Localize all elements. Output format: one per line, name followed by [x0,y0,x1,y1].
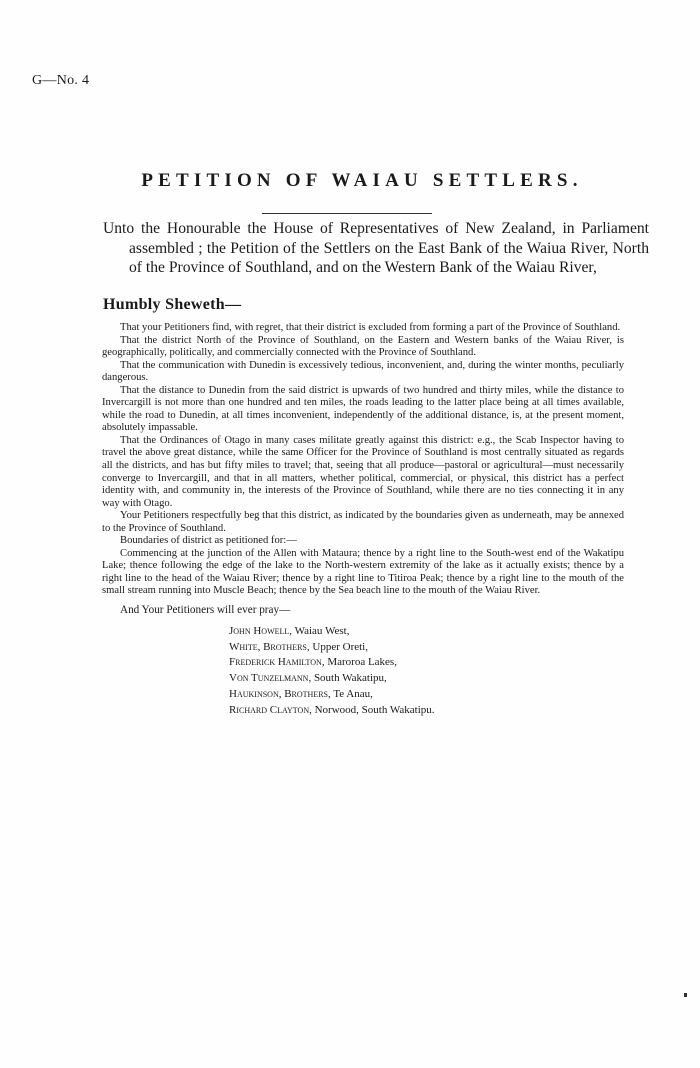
signatory-list [229,624,435,718]
signatory [229,703,435,719]
signatory-place: , South Wakatipu, [308,672,387,685]
title-divider [262,213,432,214]
paragraph: That the Ordinances of Otago in many cases militate greatly against this district: e.g., the Scab Inspector having to travel the above great distance, while the same Officer for the Province of Southland is most centrally situated as regards all the districts, and has but fifty miles to travel; that, seeing that all produce—pastoral or agricultural—must necessarily converge to Invercargill, and that in all matters, whether political, commercial, or physical, this district has a perfect identity with, and community in, the interests of the Province of Southland, while there are no ties connecting it in any way with Otago. [102,434,624,509]
closing-line: And Your Petitioners will ever pray— [120,604,291,616]
signatory-place: , Norwood, South Wakatipu. [309,703,435,716]
signatory-name: Richard Clayton [229,703,310,716]
paragraph: That the communication with Dunedin is excessively tedious, inconvenient, and, during the winter months, peculiarly dangerous. [102,359,624,384]
scan-artifact-mark [684,993,687,997]
signatory-name: White, Brothers [229,640,307,653]
document-reference: G—No. 4 [32,73,90,88]
petition-address: Unto the Honourable the House of Representatives of New Zealand, in Parliament assembled ; the Petition of the Settlers on the East Bank of the Waiua River, North of the Province of Southland, and on the Western Bank of the Waiau River, [103,220,649,276]
paragraph: That the distance to Dunedin from the said district is upwards of two hundred and thirty miles, while the distance to Invercargill is not more than one hundred and ten miles, the roads leading to the latter place being at all times available, while the road to Dunedin, at all times inconvenient, independently of the additional distance, is, at the present moment, absolutely impassable. [102,384,624,434]
signatory [229,640,435,656]
greeting: Humbly Sheweth— [103,296,242,313]
signatory-place: , Te Anau, [328,687,373,700]
petition-body [102,322,624,598]
signatory-name: Frederick Hamilton [229,656,322,669]
signatory-name: John Howell [229,625,290,637]
signatory-place: , Waiau West, [289,625,350,637]
signatory [229,671,435,687]
paragraph: Boundaries of district as petitioned for:— [120,535,297,547]
signatory [229,687,435,703]
signatory-place: , Maroroa Lakes, [321,656,397,669]
paragraph: That the district North of the Province of Southland, on the Eastern and Western banks of the Waiau River, is geographically, politically, and commercially connected with the Province of Southland. [102,334,624,359]
signatory-name: Haukinson, Brothers [229,687,329,700]
signatory-name: Von Tunzelmann [229,672,309,685]
paragraph: Commencing at the junction of the Allen with Mataura; thence by a right line to the South-west end of the Wakatipu Lake; thence following the edge of the lake to the North-western extremity of the lake as it actually exists; thence by a right line to the head of the Waiau River; thence by a right line to Titiroa Peak; thence by a right line to the mouth of the small stream running into Muscle Beach; thence by the Sea beach line to the mouth of the Waiau River. [102,547,624,597]
signatory-place: , Upper Oreti, [306,640,368,653]
signatory [229,655,435,671]
paragraph: That your Petitioners find, with regret, that their district is excluded from forming a part of the Province of Southland. [120,322,621,333]
signatory [229,624,435,640]
page-title: PETITION OF WAIAU SETTLERS. [141,170,583,191]
paragraph: Your Petitioners respectfully beg that this district, as indicated by the boundaries given as underneath, may be annexed to the Province of Southland. [102,510,624,534]
